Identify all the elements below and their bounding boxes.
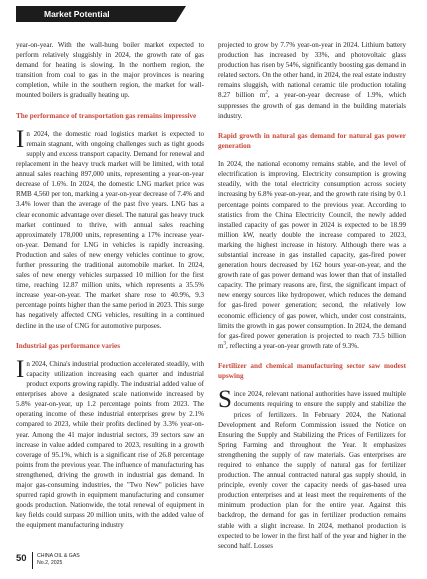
power-text-b: , reflecting a year-on-year growth rate of 9.3%. <box>225 341 359 350</box>
industrial-dropcap: I <box>16 355 25 383</box>
journal-name: CHINA OIL & GAS <box>37 553 80 559</box>
power-heading: Rapid growth in natural gas demand for natural gas power generation <box>218 131 406 150</box>
page-number: 50 <box>16 553 27 564</box>
right-intro-text-b: , a year-on-year decrease of 1.9%, which suppresses the growth of gas demand in the building materials industry. <box>218 91 406 120</box>
right-column <box>218 40 406 552</box>
transport-dropcap: I <box>16 125 25 153</box>
power-paragraph <box>218 159 406 351</box>
industrial-paragraph <box>16 355 204 531</box>
right-intro-paragraph <box>218 40 406 121</box>
intro-paragraph: year-on-year. With the wall-hung boiler market expected to perform relatively sluggishly in 2024, the growth rate of gas demand for heating is slowing. In the northern region, the transition from coal to gas in the major provinces is nearing completion, while in the southern region, the market for wall-mounted boilers is gradually heating up. <box>16 41 204 100</box>
power-superscript: 3 <box>223 341 226 347</box>
header-bar <box>0 0 427 22</box>
section-label: Market Potential <box>16 6 176 22</box>
left-column <box>16 40 204 552</box>
power-text-a: In 2024, the national economy remains stable, and the level of electrification is improving. Electricity consumption is growing steadily, with the total electricity consumption across society increasing by 6.8% year-on-year, and the growth rate rising by 0.1 percentage points compared to the previous year. According to statistics from the China Electricity Council, the newly added installed capacity of gas power in 2024 is expected to be 18.99 million kW, nearly double the increase compared to 2023, marking the highest increase in history. Although there was a substantial increase in gas installed capacity, gas-fired power generation hours decreased by 162 hours year-on-year, and the growth rate of gas power demand was lower than that of installed capacity. The primary reasons are, first, the significant impact of new energy sources like hydropower, which reduces the demand for gas-fired power generation; second, the relatively low economic efficiency of gas power, which, under cost constraints, limits the growth in gas power consumption. In 2024, the demand for gas-fired power generation is projected to reach 73.5 billion m <box>218 160 406 350</box>
transport-paragraph <box>16 125 204 331</box>
footer-divider <box>32 552 33 569</box>
fertilizer-text: ince 2024, relevant national authorities have issued multiple documents requiring to ensure the supply and stabilize the prices of fertilizers. In February 2024, the National Development and Reform Commission issued the Notice on Ensuring the Supply and Stabilizing the Prices of Fertilizers for Spring Farming and throughout the Year. It emphasizes strengthening the supply of raw materials. Gas enterprises are required to enhance the supply of natural gas for fertilizer production. The annual contracted natural gas supply should, in principle, evenly cover the capacity needs of gas-based urea production enterprises and at least meet the requirements of the minimum production plan for the entire year. Against this backdrop, the demand for gas in fertilizer production remains stable with a slight increase. In 2024, methanol production is expected to be lower in the first half of the year and higher in the second half. Losses <box>218 390 406 550</box>
fertilizer-heading: Fertilizer and chemical manufacturing sector saw modest upswing <box>218 361 406 381</box>
right-intro-superscript: 2 <box>265 91 268 97</box>
transport-heading: The performance of transportation gas remains impressive <box>16 111 197 120</box>
page-footer <box>16 551 216 573</box>
right-intro-text-a: projected to grow by 7.7% year-on-year in 2024. Lithium battery production has increased by 33%, and photovoltaic glass production has risen by 54%, significantly boosting gas demand in related sectors. On the other hand, in 2024, the real estate industry remains sluggish, with national ceramic tile production totaling 8.27 billion m <box>218 41 406 100</box>
fertilizer-paragraph <box>218 386 406 551</box>
industrial-heading: Industrial gas performance varies <box>16 341 121 350</box>
industrial-text: n 2024, China's industrial production accelerated steadily, with capacity utilization increasing each quarter and industrial product exports growing rapidly. The industrial added value of enterprises above a designated scale nationwide increased by 5.8% year-on-year, up 1.2 percentage points from 2023. The operating income of these industrial enterprises grew by 2.1% compared to 2023, while their profits declined by 3.3% year-on-year. Among the 41 major industrial sectors, 39 sectors saw an increase in value added compared to 2023, resulting in a growth coverage of 95.1%, which is a significant rise of 26.8 percentage points from the previous year. The influence of manufacturing has strengthened, driving the growth in industrial gas demand. In major gas-consuming industries, the "Two New" policies have spurred rapid growth in equipment manufacturing and consumer goods production. Nationwide, the total renewal of equipment in key fields could surpass 20 million units, with the added value of the equipment manufacturing industry <box>16 359 204 530</box>
fertilizer-dropcap: S <box>218 386 232 414</box>
journal-issue: No.2, 2025 <box>37 560 63 566</box>
transport-text: n 2024, the domestic road logistics market is expected to remain stagnant, with ongoing challenges such as tight goods supply and excess transport capacity. Demand for renewal and replacement in the heavy truck market will be limited, with total annual sales reaching 897,000 units, representing a year-on-year decrease of 1.6%. In 2024, the domestic LNG market price was RMB 4,560 per ton, marking a year-on-year decrease of 7.4% and 3.4% lower than the average of the past five years. LNG has a clear economic advantage over diesel. The natural gas heavy truck market continued to thrive, with annual sales reaching approximately 178,000 units, representing a 17% increase year-on-year. Demand for LNG in vehicles is rapidly increasing. Production and sales of new energy vehicles continue to grow, further pressuring the traditional automobile market. In 2024, sales of new energy vehicles surpassed 10 million for the first time, reaching 12.87 million units, which represents a 35.5% increase year-on-year. The market share rose to 40.9%, 9.3 percentage points higher than the same period in 2023. This surge has negatively affected CNG vehicles, resulting in a continued decline in the use of CNG for automotive purposes. <box>16 129 204 330</box>
